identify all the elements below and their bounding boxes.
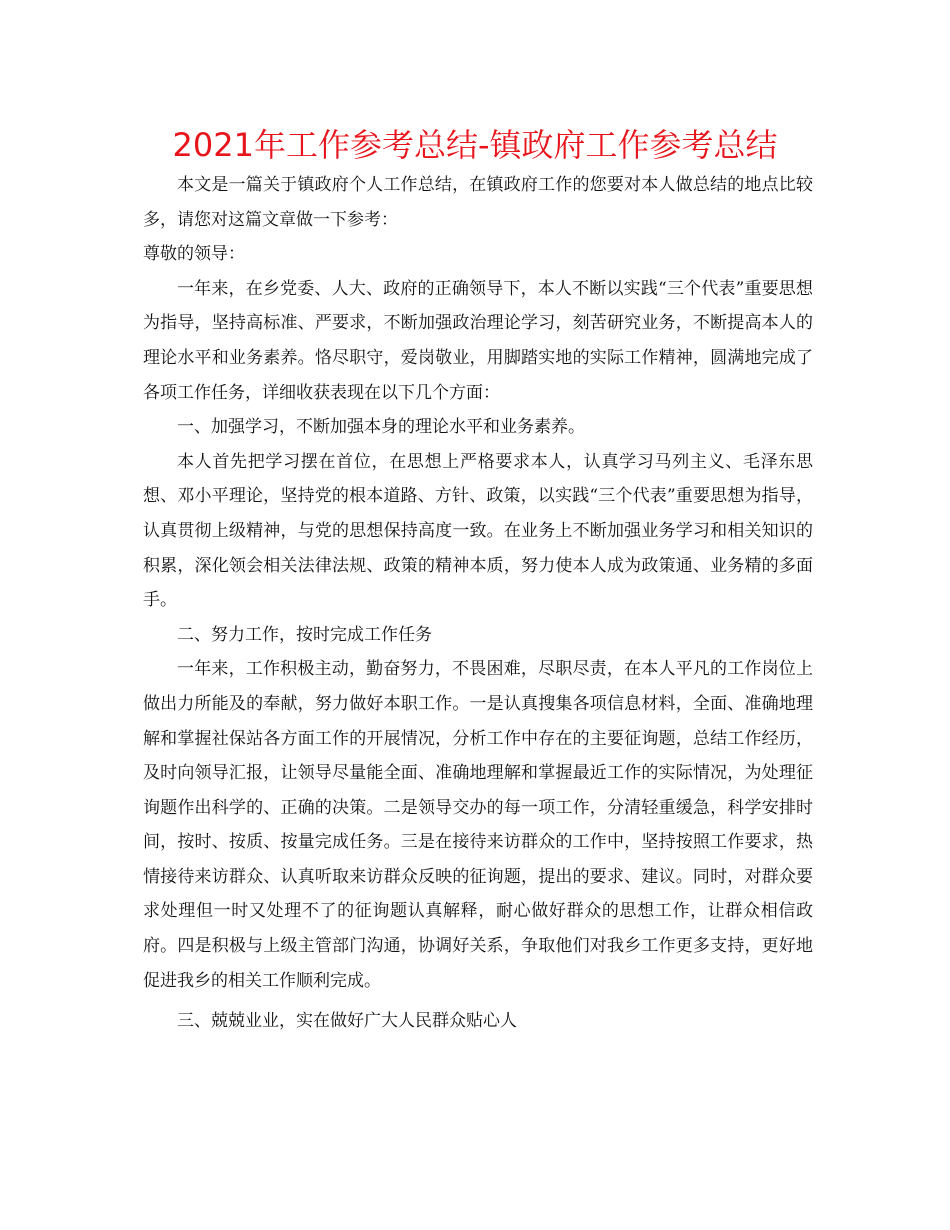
overview-paragraph: 一年来，在乡党委、人大、政府的正确领导下，本人不断以实践“三个代表”重要思想为指导，坚持高标准、严要求，不断加强政治理论学习，刻苦研究业务，不断提高本人的理论水平和业务素养。恪尽职守，爱岗敬业，用脚踏实地的实际工作精神，圆满地完成了各项工作任务，详细收获表现在以下几个方面： xyxy=(143,278,813,403)
document-title: 2021年工作参考总结-镇政府工作参考总结 xyxy=(172,126,778,164)
section-1-paragraph: 本人首先把学习摆在首位，在思想上严格要求本人，认真学习马列主义、毛泽东思想、邓小平理论，坚持党的根本道路、方针、政策，以实践“三个代表”重要思想为指导，认真贯彻上级精神，与党的思想保持高度一致。在业务上不断加强业务学习和相关知识的积累，深化领会相关法律法规、政策的精神本质，努力使本人成为政策通、业务精的多面手。 xyxy=(143,451,813,611)
section-heading-2: 二、努力工作，按时完成工作任务 xyxy=(177,624,432,645)
intro-paragraph: 本文是一篇关于镇政府个人工作总结，在镇政府工作的您要对本人做总结的地点比较多，请您对这篇文章做一下参考： xyxy=(143,175,813,230)
section-2-paragraph: 一年来，工作积极主动，勤奋努力，不畏困难，尽职尽责，在本人平凡的工作岗位上做出力所能及的奉献，努力做好本职工作。一是认真搜集各项信息材料，全面、准确地理解和掌握社保站各方面工作的开展情况，分析工作中存在的主要征询题，总结工作经历，及时向领导汇报，让领导尽量能全面、准确地理解和掌握最近工作的实际情况，为处理征询题作出科学的、正确的决策。二是领导交办的每一项工作，分清轻重缓急，科学安排时间，按时、按质、按量完成任务。三是在接待来访群众的工作中，坚持按照工作要求，热情接待来访群众、认真听取来访群众反映的征询题，提出的要求、建议。同时，对群众要求处理但一时又处理不了的征询题认真解释，耐心做好群众的思想工作，让群众相信政府。四是积极与上级主管部门沟通，协调好关系，争取他们对我乡工作更多支持，更好地促进我乡的相关工作顺利完成。 xyxy=(143,659,813,991)
salutation: 尊敬的领导： xyxy=(143,244,245,265)
document-body xyxy=(143,168,813,1039)
section-heading-3: 三、兢兢业业，实在做好广大人民群众贴心人 xyxy=(177,1011,517,1032)
section-heading-1: 一、加强学习，不断加强本身的理论水平和业务素养。 xyxy=(177,417,585,438)
